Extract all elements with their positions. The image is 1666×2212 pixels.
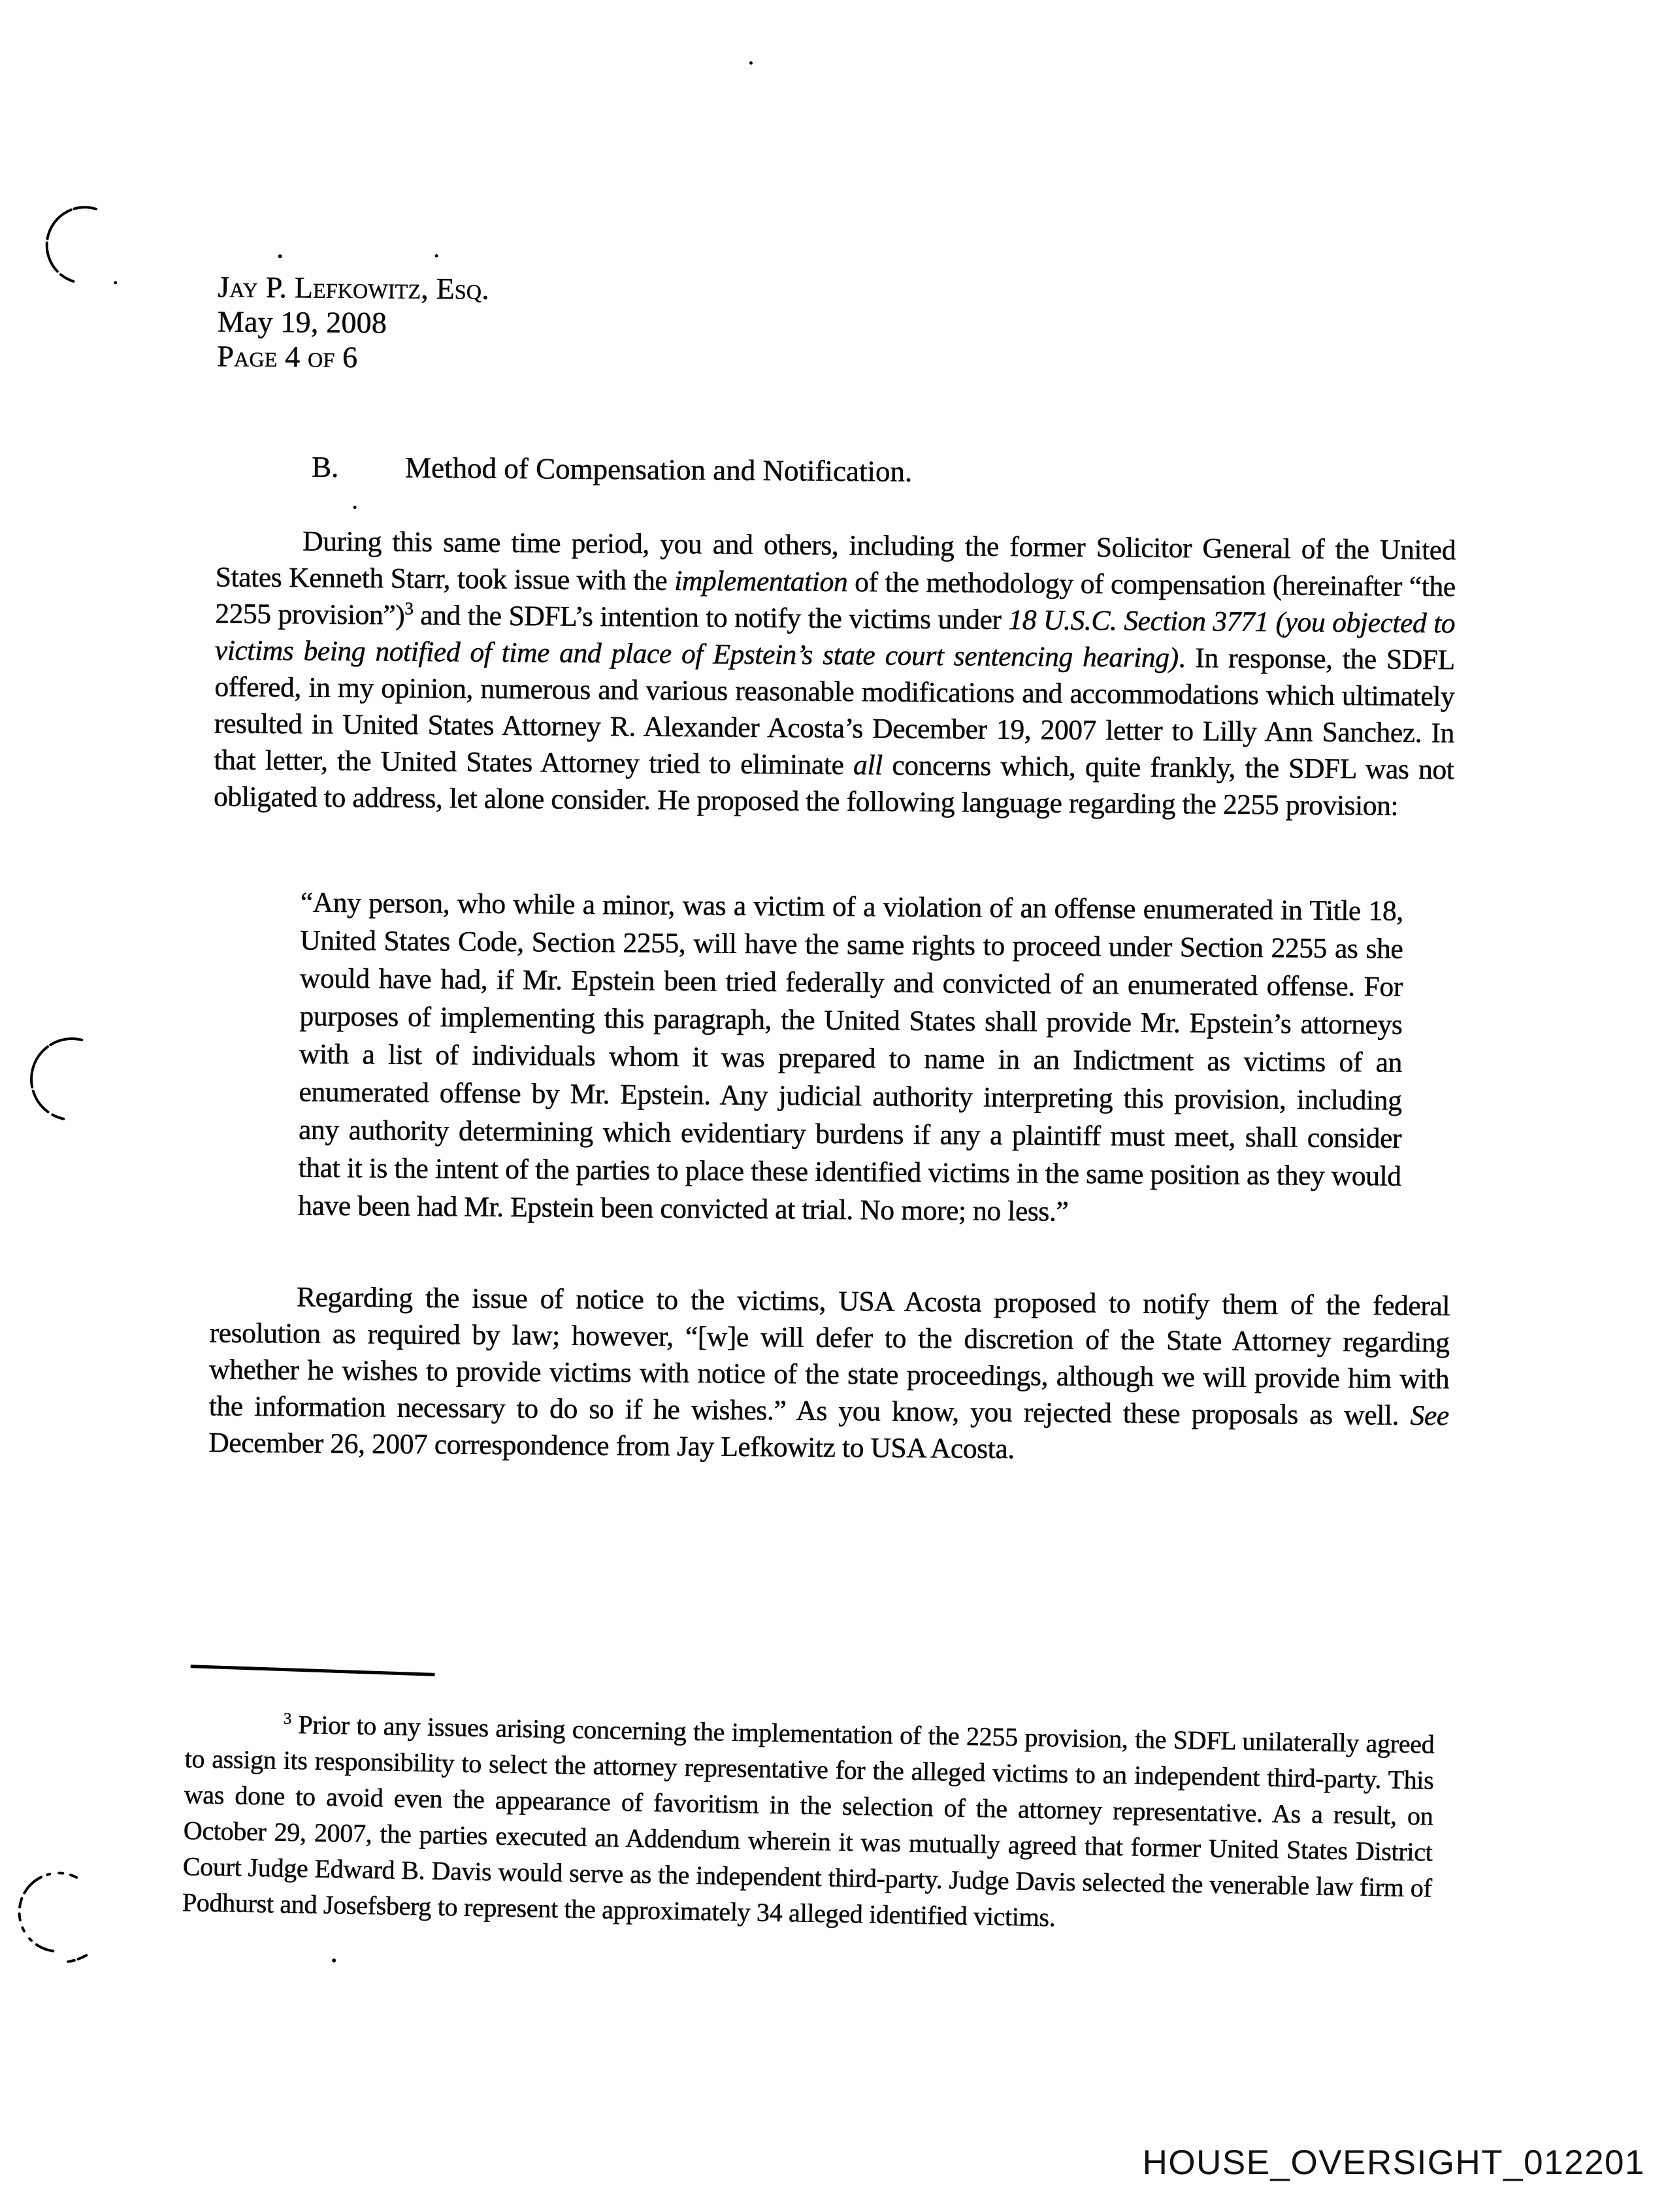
scan-speck	[114, 281, 117, 284]
header-date: May 19, 2008	[217, 304, 387, 340]
section-title: Method of Compensation and Notification.	[404, 451, 913, 488]
body-paragraph-1: During this same time period, you and others, including the former Solicitor General of the United States Kenneth Starr, took issue with the implementation of the methodology of compensation (hereinafter “the 2255 provision”)$^3$ and the SDFL’s intention to notify the victims under 18 U.S.C. Section 3771 (you objected to victims being notified of time and place of Epstein’s state court sentencing hearing). In response, the SDFL offered, in my opinion, numerous and various reasonable modifications and accommodations which ultimately resulted in United States Attorney R. Alexander Acosta’s December 19, 2007 letter to Lilly Ann Sanchez. In that letter, the United States Attorney tried to eliminate all concerns which, quite frankly, the SDFL was not obligated to address, let alone consider. He proposed the following language regarding the 2255 provision:	[213, 525, 1456, 822]
punch-hole-mark-icon	[4, 1863, 135, 1976]
bates-stamp: HOUSE_OVERSIGHT_012201	[1142, 2143, 1645, 2182]
block-quote: “Any person, who while a minor, was a victim of a violation of an offense enumerated in Title 18, United States Code, Section 2255, will have the same rights to proceed under Section 2255 as she would have had, if Mr. Epstein been tried federally and convicted of an enumerated offense. For purposes of implementing this paragraph, the United States shall provide Mr. Epstein’s attorneys with a list of individuals whom it was prepared to name in an Indictment as victims of an enumerated offense by Mr. Epstein. Any judicial authority interpreting this provision, including any authority determining which evidentiary burdens if any a plaintiff must meet, shall consider that it is the intent of the parties to place these identified victims in the same position as they would have been had Mr. Epstein been convicted at trial. No more; no less.”	[298, 886, 1404, 1228]
header-recipient: Jay P. Lefkowitz, Esq.	[218, 270, 490, 306]
scan-speck	[435, 254, 438, 257]
footnote-separator-rule	[191, 1665, 435, 1676]
footnote-3: $^3$ Prior to any issues arising concerning the implementation of the 2255 provision, the SDFL unilaterally agreed to assign its responsibility to select the attorney representative for the alleged victims to an independent third-party. This was done to avoid even the appearance of favoritism in the selection of the attorney representative. As a result, on October 29, 2007, the parties executed an Addendum wherein it was mutually agreed that former United States District Court Judge Edward B. Davis would serve as the independent third-party. Judge Davis selected the venerable law firm of Podhurst and Josefsberg to represent the approximately 34 alleged identified victims.	[182, 1709, 1435, 1932]
section-number: B.	[311, 450, 339, 483]
scan-speck	[749, 61, 753, 65]
letter-header	[217, 269, 489, 375]
scan-speck	[278, 254, 282, 258]
header-page-number: Page 4 of 6	[217, 339, 358, 374]
body-paragraph-2: Regarding the issue of notice to the victims, USA Acosta proposed to notify them of the federal resolution as required by law; however, “[w]e will defer to the discretion of the State Attorney regarding whether he wishes to provide victims with notice of the state proceedings, although we will provide him with the information necessary to do so if he wishes.” As you know, you rejected these proposals as well. See December 26, 2007 correspondence from Jay Lefkowitz to USA Acosta.	[208, 1281, 1450, 1465]
section-heading	[312, 450, 913, 489]
scan-speck	[332, 1959, 336, 1962]
punch-hole-mark-icon	[24, 194, 135, 306]
scan-speck	[353, 506, 357, 509]
punch-hole-mark-icon	[14, 1027, 125, 1139]
